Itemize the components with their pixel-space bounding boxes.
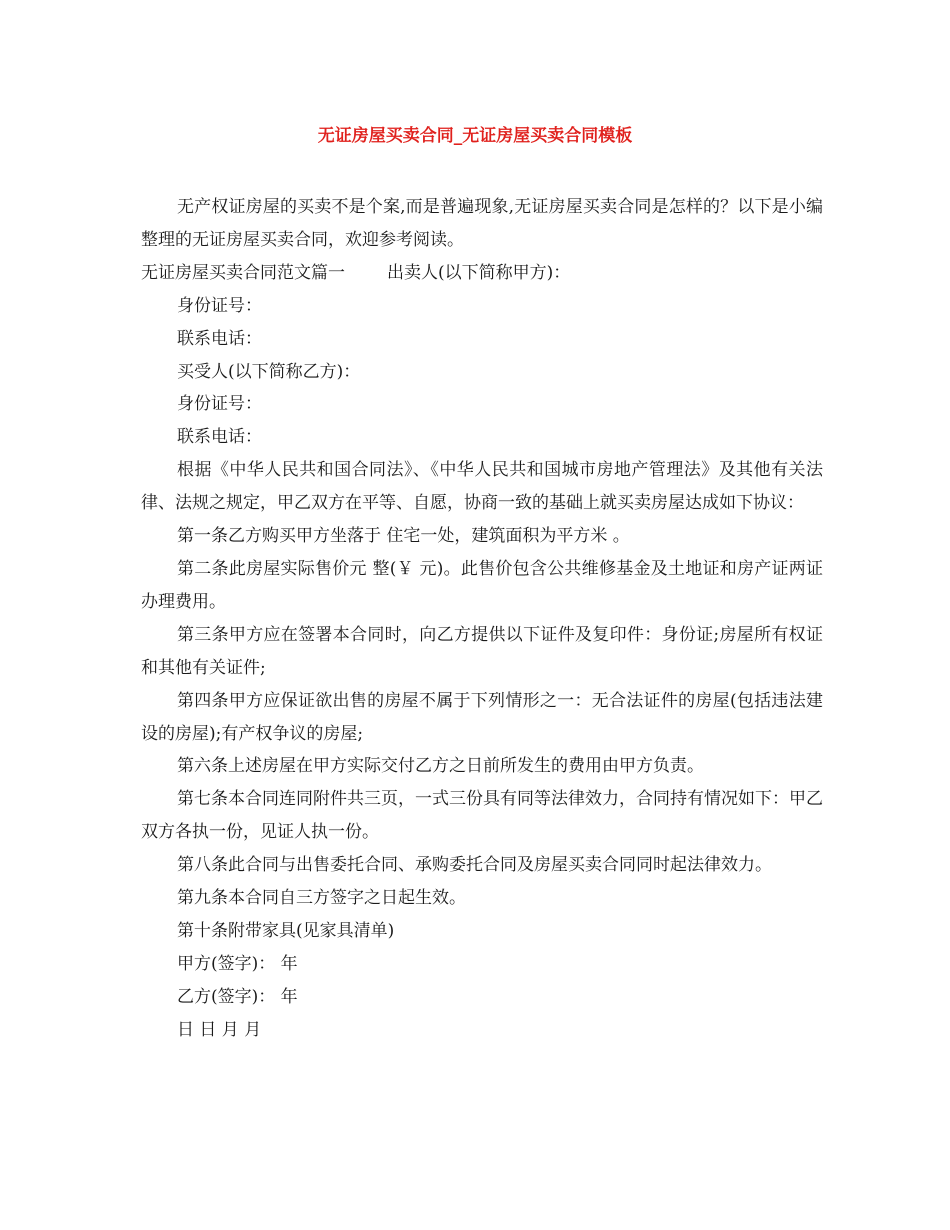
legal-basis-paragraph: 根据《中华人民共和国合同法》、《中华人民共和国城市房地产管理法》及其他有关法律、法规之规定，甲乙双方在平等、自愿，协商一致的基础上就买卖房屋达成如下协议：: [141, 460, 823, 514]
contract-heading-line: [141, 257, 823, 290]
article-6: 第六条上述房屋在甲方实际交付乙方之日前所发生的费用由甲方负责。: [177, 756, 704, 777]
intro-paragraph: 无产权证房屋的买卖不是个案,而是普遍现象,无证房屋买卖合同是怎样的？以下是小编整理的无证房屋买卖合同，欢迎参考阅读。: [141, 197, 823, 250]
article-4: 第四条甲方应保证欲出售的房屋不属于下列情形之一：无合法证件的房屋(包括违法建设的房屋);有产权争议的房屋;: [141, 690, 823, 744]
article-9: 第九条本合同自三方签字之日起生效。: [177, 888, 466, 909]
party-b-signature: 乙方(签字)： 年: [177, 986, 298, 1007]
article-1: 第一条乙方购买甲方坐落于 住宅一处，建筑面积为平方米 。: [177, 526, 630, 547]
article-7: 第七条本合同连同附件共三页，一式三份具有同等法律效力，合同持有情况如下：甲乙双方各执一份，见证人执一份。: [141, 789, 823, 843]
party-a-signature: 甲方(签字)： 年: [177, 953, 298, 974]
contract-heading: 无证房屋买卖合同范文篇一: [141, 262, 345, 283]
buyer-phone-line: 联系电话：: [177, 427, 262, 448]
buyer-label: 买受人(以下简称乙方)：: [177, 361, 361, 382]
article-3: 第三条甲方应在签署本合同时，向乙方提供以下证件及复印件：身份证;房屋所有权证和其他有关证件;: [141, 624, 823, 678]
date-line: 日 日 月 月: [177, 1019, 262, 1040]
seller-phone-line: 联系电话：: [177, 328, 262, 349]
buyer-id-line: 身份证号：: [177, 394, 262, 415]
document-title: 无证房屋买卖合同_无证房屋买卖合同模板: [317, 126, 633, 146]
seller-label: 出卖人(以下简称甲方)：: [387, 262, 571, 283]
document-body: [141, 191, 823, 1047]
seller-id-line: 身份证号：: [177, 295, 262, 316]
article-8: 第八条此合同与出售委托合同、承购委托合同及房屋买卖合同同时起法律效力。: [177, 855, 772, 876]
article-10: 第十条附带家具(见家具清单): [177, 920, 395, 941]
article-2: 第二条此房屋实际售价元 整(￥ 元)。此售价包含公共维修基金及土地证和房产证两证办理费用。: [141, 558, 823, 612]
